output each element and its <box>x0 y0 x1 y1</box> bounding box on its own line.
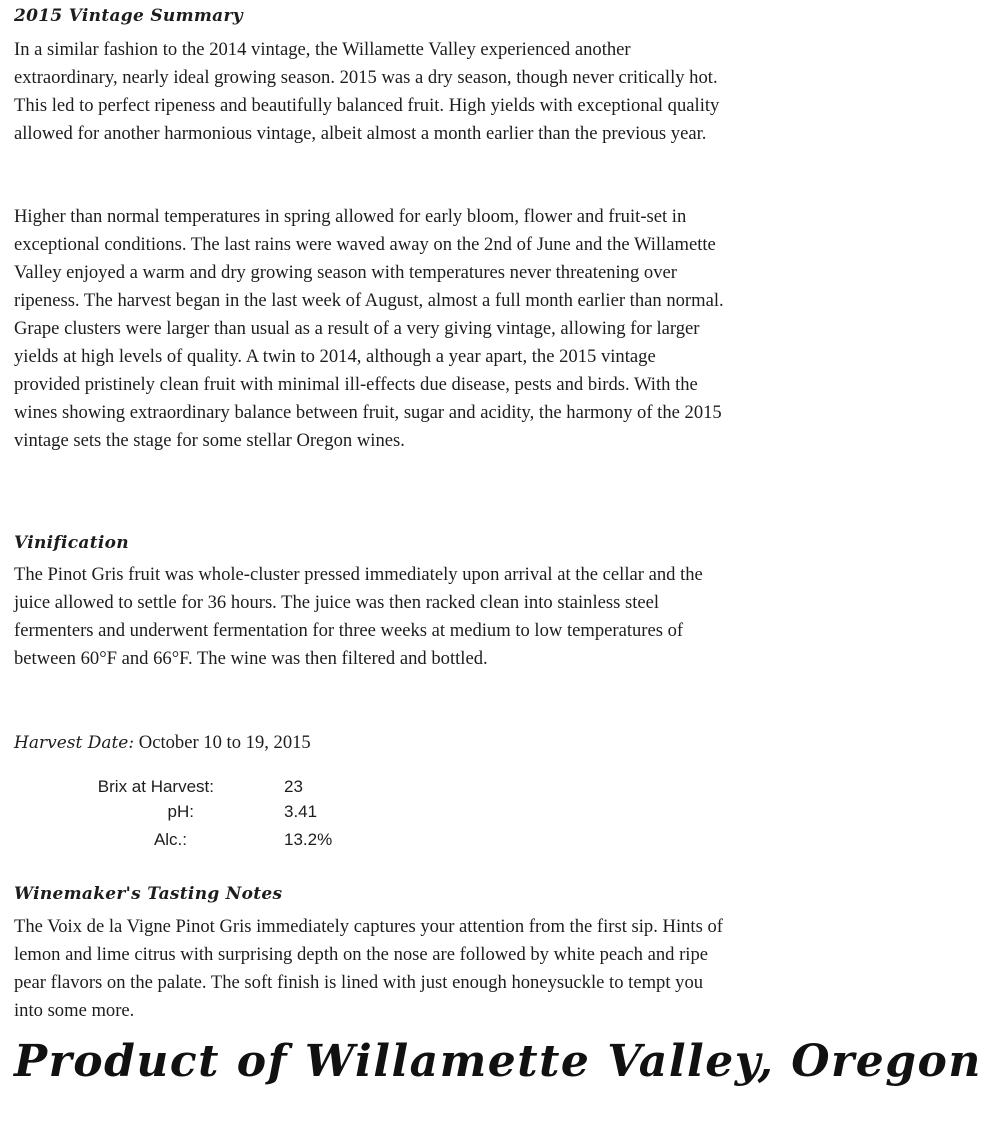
vinification-paragraph: The Pinot Gris fruit was whole-cluster pressed immediately upon arrival at the cellar and the juice allowed to settle for 36 hours. The juice was then racked clean into stainless steel fermenters and underwent fermentation for three weeks at medium to low temperatures of between 60°F and 66°F. The wine was then filtered and bottled. <box>14 564 703 669</box>
harvest-date-value: October 10 to 19, 2015 <box>138 732 311 753</box>
stat-label: Brix at Harvest: <box>97 777 214 796</box>
stat-row-alcohol <box>0 830 744 854</box>
stat-value: 3.41 <box>284 802 318 821</box>
stat-value: 13.2% <box>284 830 333 849</box>
harvest-date-line <box>14 730 311 756</box>
stat-row-ph <box>0 802 744 826</box>
harvest-date-label: Harvest Date: <box>14 733 135 753</box>
tasting-notes-heading: Winemaker's Tasting Notes <box>14 884 283 904</box>
stat-row-brix <box>0 777 744 801</box>
stat-value: 23 <box>284 777 303 796</box>
tasting-notes-paragraph: The Voix de la Vigne Pinot Gris immediately captures your attention from the first sip. Hints of lemon and lime citrus with surprising depth on the nose are followed by white peach and ripe pear flavors on the palate. The soft finish is lined with just enough honeysuckle to tempt you into some more. <box>14 916 723 1021</box>
vintage-summary-paragraph-1: In a similar fashion to the 2014 vintage, the Willamette Valley experienced another extraordinary, nearly ideal growing season. 2015 was a dry season, though never critically hot. This led to perfect ripeness and beautifully balanced fruit. High yields with exceptional quality allowed for another harmonious vintage, albeit almost a month earlier than the previous year. <box>14 39 720 144</box>
vintage-summary-heading: 2015 Vintage Summary <box>14 6 243 26</box>
vinification-heading: Vinification <box>14 533 129 553</box>
origin-footer: Product of Willamette Valley, Oregon <box>14 1036 982 1087</box>
stat-label: Alc.: <box>153 830 187 849</box>
vintage-summary-paragraph-2: Higher than normal temperatures in spring allowed for early bloom, flower and fruit-set in exceptional conditions. The last rains were waved away on the 2nd of June and the Willamette Valley enjoyed a warm and dry growing season with temperatures never threatening over ripeness. The harvest began in the last week of August, almost a full month earlier than normal. Grape clusters were larger than usual as a result of a very giving vintage, allowing for larger yields at high levels of quality. A twin to 2014, although a year apart, the 2015 vintage provided pristinely clean fruit with minimal ill-effects due disease, pests and birds. With the wines showing extraordinary balance between fruit, sugar and acidity, the harmony of the 2015 vintage sets the stage for some stellar Oregon wines. <box>14 206 724 451</box>
stat-label: pH: <box>167 802 194 821</box>
